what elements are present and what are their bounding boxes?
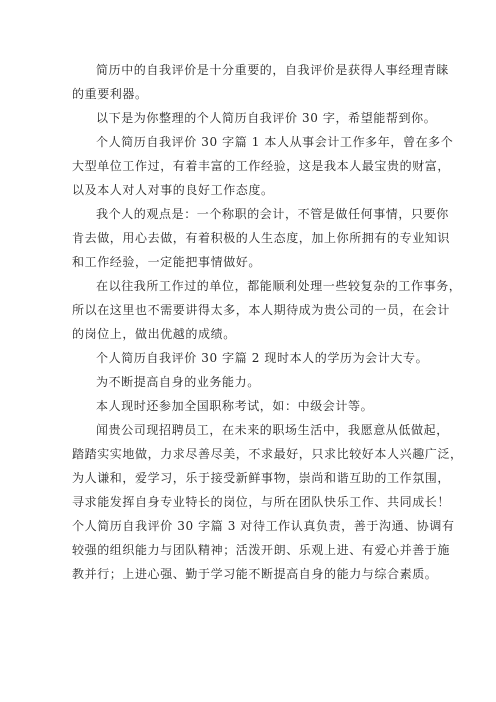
text-line: 本人现时还参加全国职称考试，如：中级会计等。 <box>96 399 374 413</box>
text-line: 大型单位工作过，有着丰富的工作经验，这是我本人最宝贵的财富， <box>72 159 451 173</box>
text-line: 和工作经验，一定能把事情做好。 <box>72 255 262 269</box>
text-line: 为人谦和，爱学习，乐于接受新鲜事物，崇尚和谐互助的工作氛围， <box>72 471 451 485</box>
paragraph <box>72 202 451 274</box>
paragraph <box>72 58 449 106</box>
text-line: 简历中的自我评价是十分重要的，自我评价是获得人事经理青睐 <box>96 63 449 77</box>
text-line: 以下是为你整理的个人简历自我评价 30 字，希望能帮到你。 <box>96 111 437 125</box>
text-line: 寻求能发挥自身专业特长的岗位，与所在团队快乐工作、共同成长！ <box>72 495 451 509</box>
text-line: 为不断提高自身的业务能力。 <box>96 375 260 389</box>
text-line: 个人简历自我评价 30 字篇 3 对待工作认真负责，善于沟通、协调有 <box>72 519 455 533</box>
paragraph <box>72 418 463 586</box>
paragraph <box>72 394 424 418</box>
text-line: 踏踏实实地做，力求尽善尽美，不求最好，只求比较好本人兴趣广泛， <box>72 447 463 461</box>
text-line: 肯去做，用心去做，有着积极的人生态度，加上你所拥有的专业知识 <box>72 231 451 245</box>
text-line: 个人简历自我评价 30 字篇 1 本人从事会计工作多年，曾在多个 <box>96 135 454 149</box>
text-line: 以及本人对人对事的良好工作态度。 <box>72 183 274 197</box>
text-line: 闻贵公司现招聘员工，在未来的职场生活中，我愿意从低做起， <box>96 423 449 437</box>
text-line: 所以在这里也不需要讲得太多，本人期待成为贵公司的一员，在会计 <box>72 303 451 317</box>
paragraph <box>72 130 454 202</box>
text-line: 教并行；上进心强、勤于学习能不断提高自身的能力与综合素质。 <box>72 567 438 581</box>
text-line: 的岗位上，做出优越的成绩。 <box>72 327 236 341</box>
text-line: 较强的组织能力与团队精神；活泼开朗、乐观上进、有爱心并善于施 <box>72 543 451 557</box>
paragraph <box>72 274 462 346</box>
text-line: 的重要利器。 <box>72 87 148 101</box>
text-line: 在以往我所工作过的单位，都能顺利处理一些较复杂的工作事务， <box>96 279 462 293</box>
paragraph <box>72 106 437 130</box>
document-body <box>72 58 463 586</box>
text-line: 我个人的观点是：一个称职的会计，不管是做任何事情，只要你 <box>96 207 449 221</box>
text-line: 个人简历自我评价 30 字篇 2 现时本人的学历为会计大专。 <box>96 351 429 365</box>
paragraph <box>72 370 424 394</box>
paragraph <box>72 346 429 370</box>
